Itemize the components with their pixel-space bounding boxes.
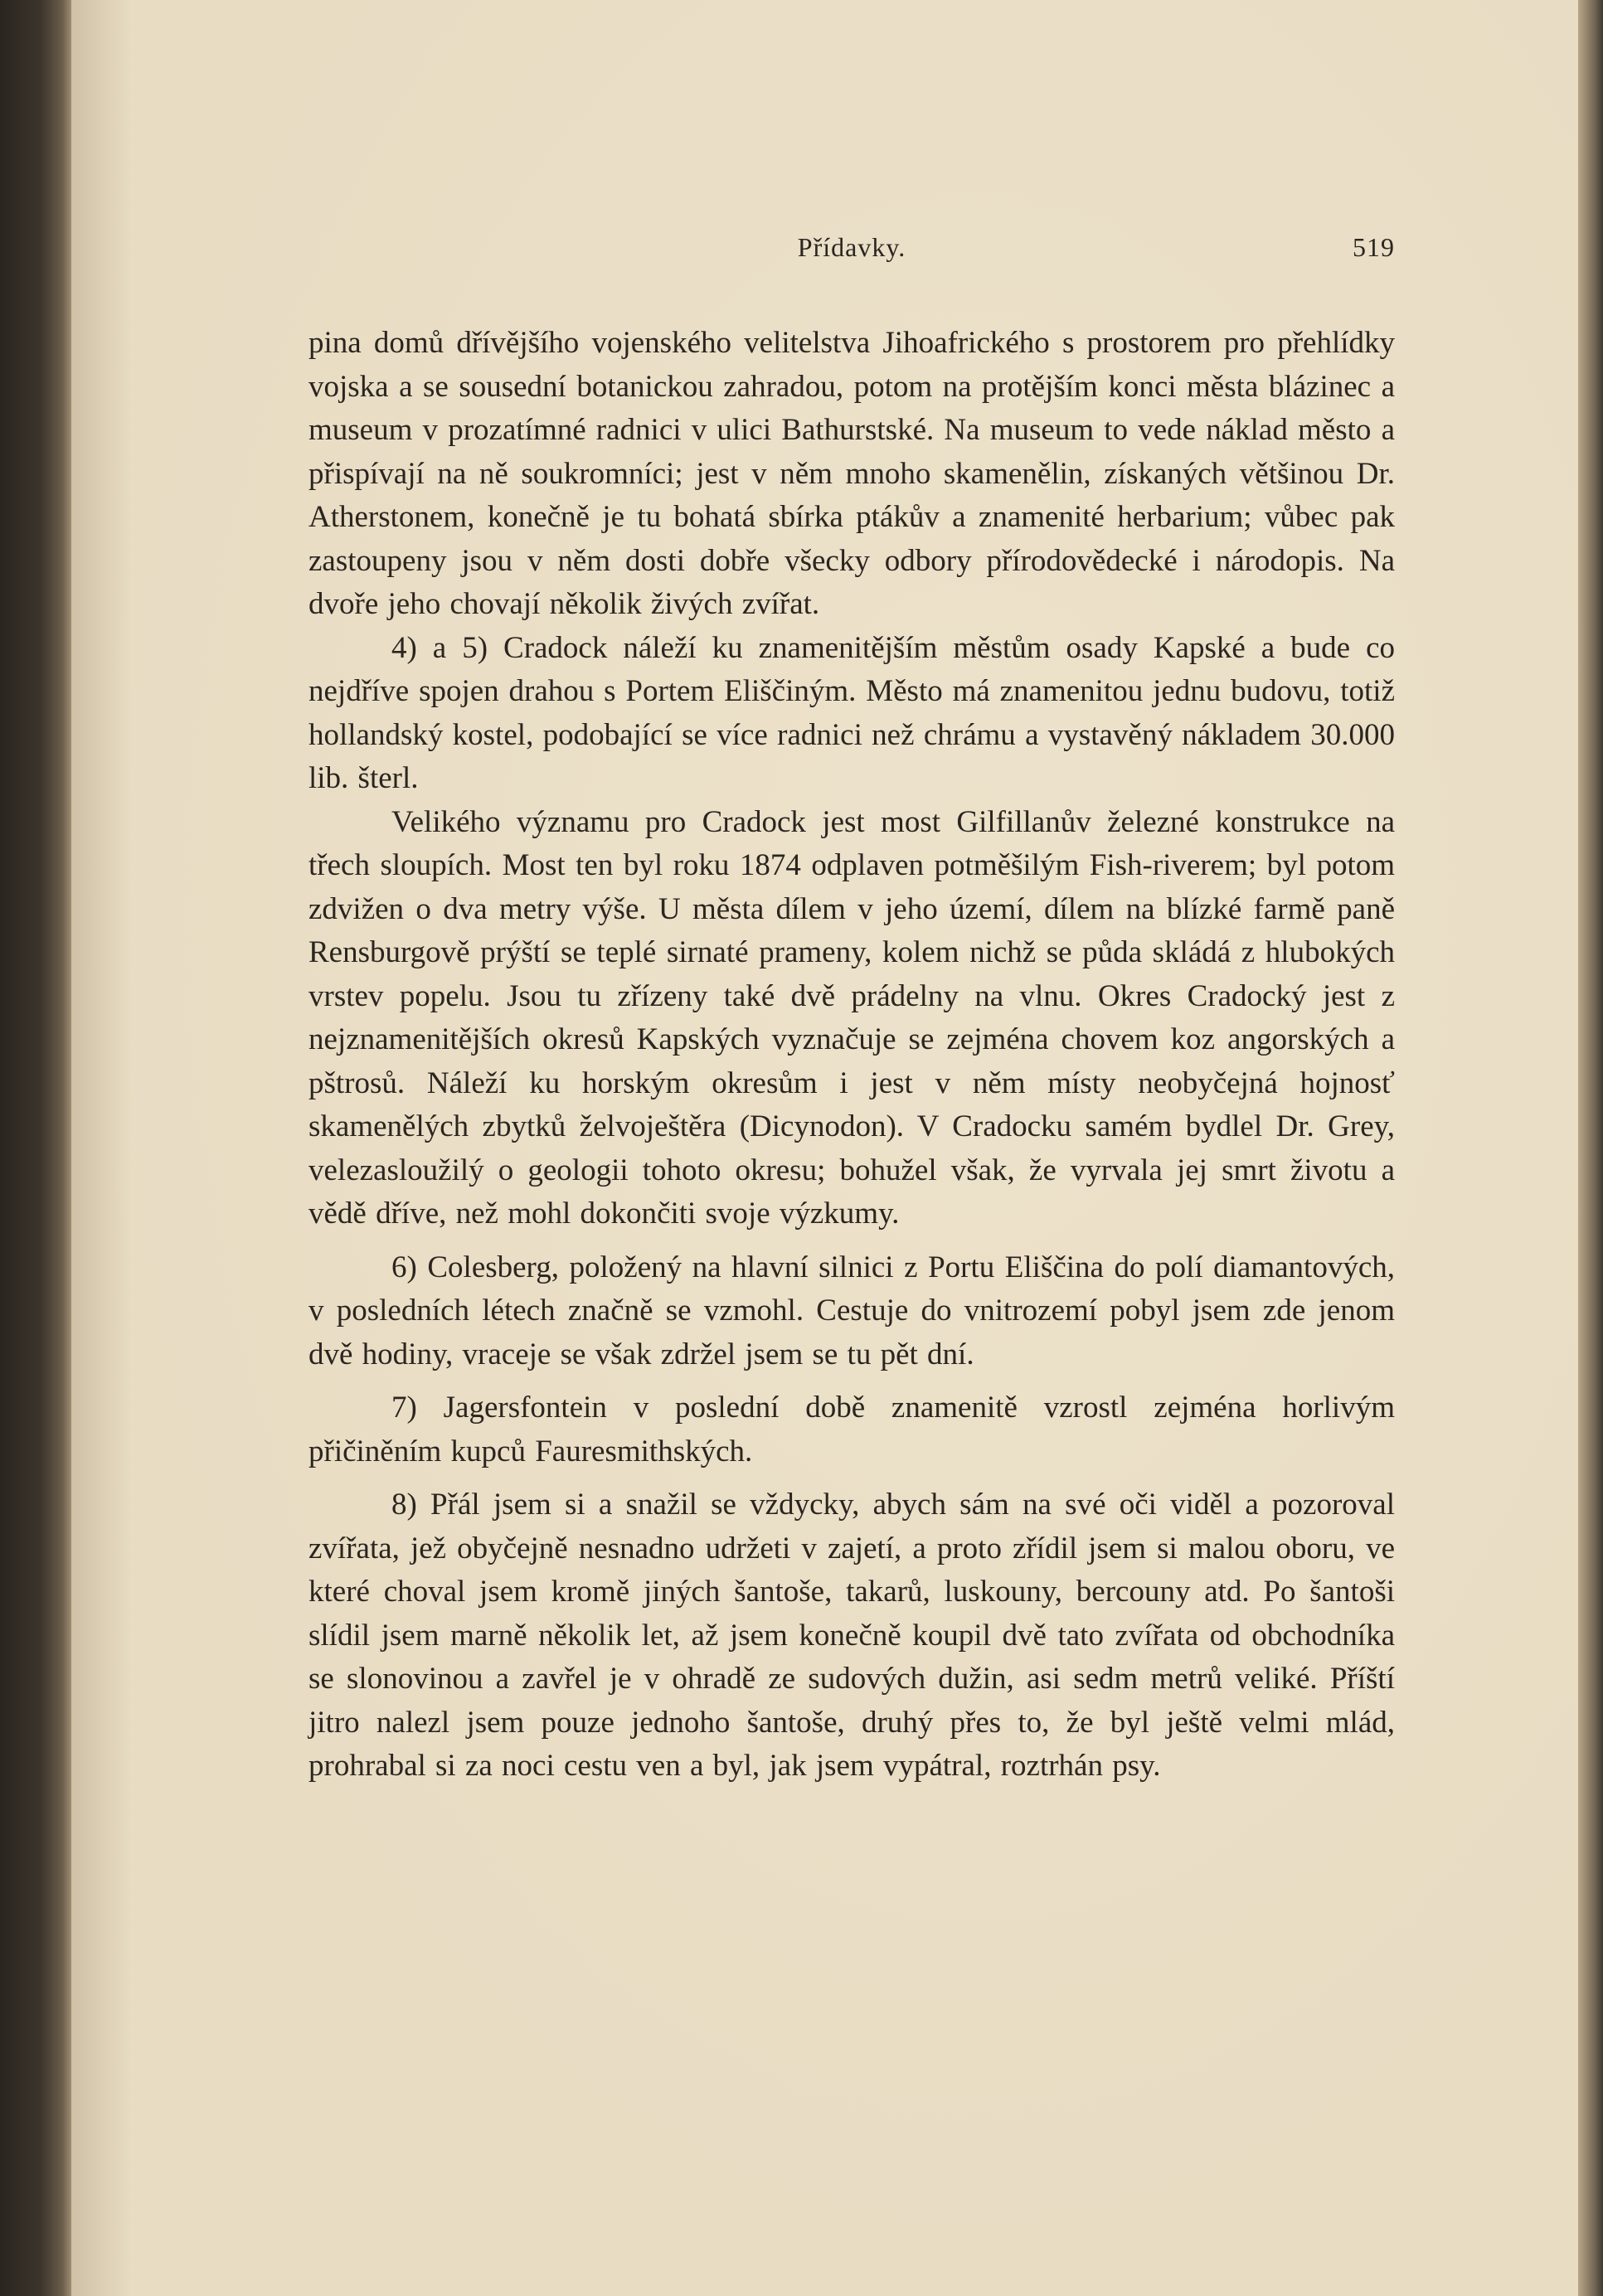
page-number: 519 [1353, 232, 1395, 262]
paragraph-gilfillan-bridge: Velikého významu pro Cradock jest most Gilfillanův železné konstrukce na třech sloupích. Most ten byl roku 1874 odplaven potměšilým Fish-riverem; byl potom zdvižen o dva metry výše. U města dílem v jeho území, dílem na blízké farmě paně Rensburgově prýští se teplé sirnaté prameny, kolem nichž se půda skládá z hlubokých vrstev popelu. Jsou tu zřízeny také dvě prádelny na vlnu. Okres Cradocký jest z nejznamenitějších okresů Kapských vyznačuje se zejména chovem koz angorských a pštrosů. Náleží ku horským okresům i jest v něm místy neobyčejná hojnosť skamenělých zbytků želvoještěra (Dicynodon). V Cradocku samém bydlel Dr. Grey, velezasloužilý o geologii tohoto okresu; bohužel však, že vyrvala jej smrt životu a vědě dříve, než mohl dokončiti svoje výzkumy. [308, 804, 1395, 1231]
paragraph-note-8: 8) Přál jsem si a snažil se vždycky, abych sám na své oči viděl a pozoroval zvířata, jež obyčejně nesnadno udržeti v zajetí, a proto zřídil jsem si malou oboru, ve které choval jsem kromě jiných šantoše, takarů, luskouny, bercouny atd. Po šantoši slídil jsem marně několik let, až jsem konečně koupil dvě tato zvířata od obchodníka se slonovinou a zavřel je v ohradě ze sudových dužin, asi sedm metrů veliké. Příští jitro nalezl jsem pouze jednoho šantoše, druhý přes to, že byl ještě velmi mlád, prohrabal si za noci cestu ven a byl, jak jsem vypátral, roztrhán psy. [308, 1488, 1395, 1783]
paragraph-note-6: 6) Colesberg, položený na hlavní silnici z Portu Eliščina do polí diamantových, v posledních létech značně se vzmohl. Cestuje do vnitrozemí pobyl jsem zde jenom dvě hodiny, vraceje se však zdržel jsem se tu pět dní. [308, 1250, 1395, 1371]
running-title: Přídavky. [797, 232, 906, 262]
book-page [71, 0, 1578, 2296]
scan-left-edge [0, 0, 73, 2296]
body-text [308, 322, 1395, 1789]
paragraph-note-7: 7) Jagersfontein v poslední době znamenitě vzrostl zejména horlivým přičiněním kupců Fauresmithských. [308, 1391, 1395, 1468]
scan-right-edge [1578, 0, 1603, 2296]
paragraph-continued: pina domů dřívějšího vojenského velitelstva Jihoafrického s prostorem pro přehlídky vojska a se sousední botanickou zahradou, potom na protějším konci města blázinec a museum v prozatímné radnici v ulici Bathurstské. Na museum to vede náklad město a přispívají na ně soukromníci; jest v něm mnoho skamenělin, získaných většinou Dr. Atherstonem, konečně je tu bohatá sbírka ptákův a znamenité herbarium; vůbec pak zastoupeny jsou v něm dosti dobře všecky odbory přírodovědecké i národopis. Na dvoře jeho chovají několik živých zvířat. [308, 326, 1395, 621]
running-head [308, 232, 1395, 274]
text-column [308, 232, 1395, 1789]
paragraph-note-4-5: 4) a 5) Cradock náleží ku znamenitějším městům osady Kapské a bude co nejdříve spojen drahou s Portem Eliščiným. Město má znamenitou jednu budovu, totiž hollandský kostel, podobající se více radnici než chrámu a vystavěný nákladem 30.000 lib. šterl. [308, 630, 1395, 795]
